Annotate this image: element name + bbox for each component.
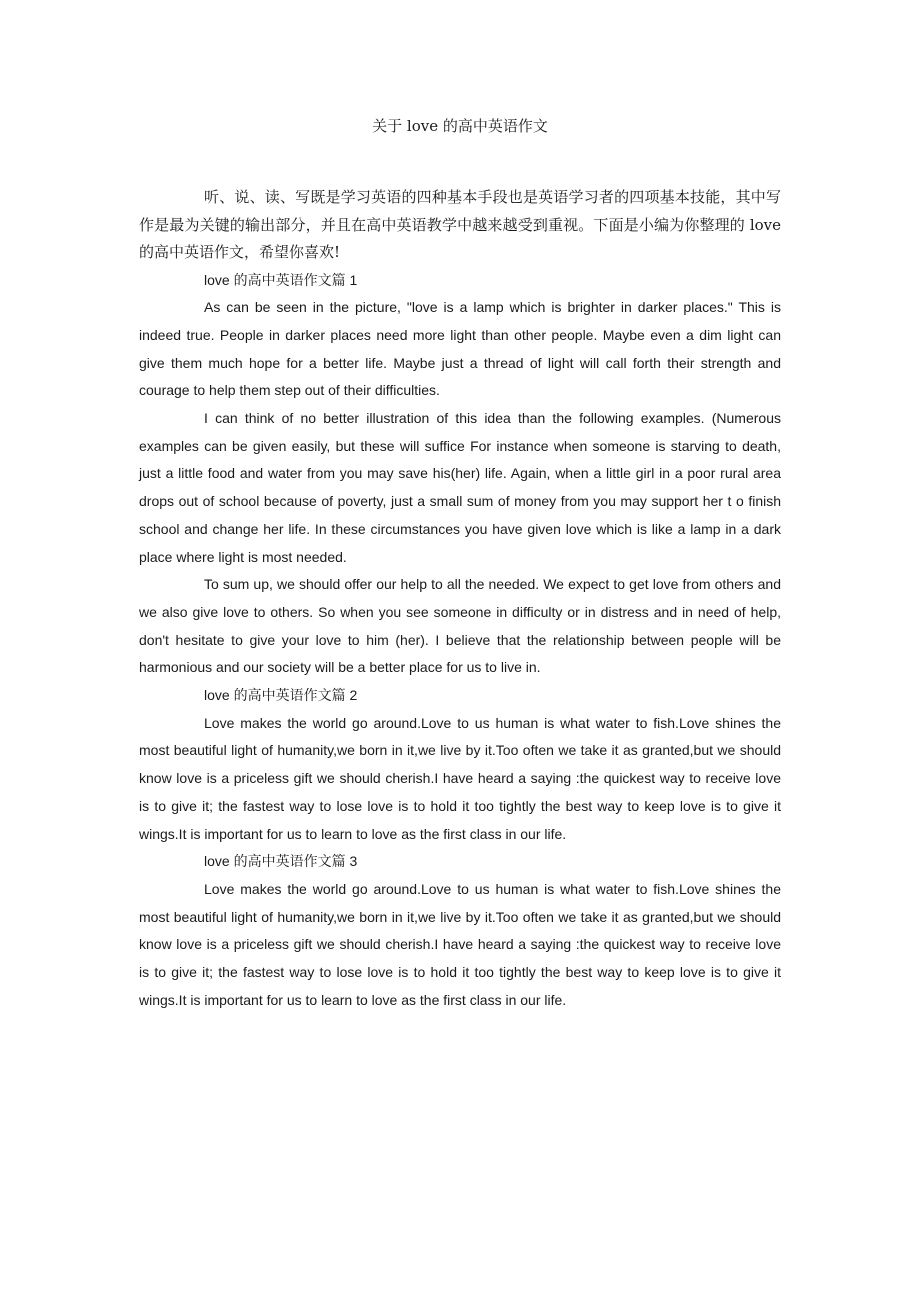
document-title: 关于 love 的高中英语作文 — [372, 117, 548, 135]
section-heading: love 的高中英语作文篇 2 — [204, 687, 358, 704]
essay-section-1 — [139, 267, 781, 683]
document-body — [139, 184, 781, 1014]
intro-paragraph: 听、说、读、写既是学习英语的四种基本手段也是英语学习者的四项基本技能，其中写作是最为关键的输出部分，并且在高中英语教学中越来越受到重视。下面是小编为你整理的 love 的高中英语作文，希望你喜欢! — [139, 188, 781, 261]
body-paragraph: Love makes the world go around.Love to us human is what water to fish.Love shines the most beautiful light of humanity,we born in it,we live by it.Too often we take it as granted,but we should know love is a priceless gift we should cherish.I have heard a saying :the quickest way to receive love is to give it; the fastest way to lose love is to hold it too tightly the best way to keep love is to give it wings.It is important for us to learn to love as the first class in our life. — [139, 880, 781, 1008]
body-paragraph: As can be seen in the picture, "love is a lamp which is brighter in darker places." This is indeed true. People in darker places need more light than other people. Maybe even a dim light can give them much hope for a better life. Maybe just a thread of light will call forth their strength and courage to help them step out of their difficulties. — [139, 299, 781, 399]
essay-section-3 — [139, 848, 781, 1014]
body-paragraph: To sum up, we should offer our help to all the needed. We expect to get love from others and we also give love to others. So when you see someone in difficulty or in distress and in need of help, don't hesitate to give your love to him (her). I believe that the relationship between people will be harmonious and our society will be a better place for us to live in. — [139, 576, 781, 676]
section-heading: love 的高中英语作文篇 1 — [204, 271, 358, 288]
essay-section-2 — [139, 682, 781, 848]
body-paragraph: I can think of no better illustration of this idea than the following examples. (Numerous examples can be given easily, but these will suffice For instance when someone is starving to death, just a little food and water from you may save his(her) life. Again, when a little girl in a poor rural area drops out of school because of poverty, just a small sum of money from you may support her t o finish school and change her life. In these circumstances you have given love which is like a lamp in a dark place where light is most needed. — [139, 410, 781, 565]
section-heading: love 的高中英语作文篇 3 — [204, 853, 358, 870]
body-paragraph: Love makes the world go around.Love to us human is what water to fish.Love shines the most beautiful light of humanity,we born in it,we live by it.Too often we take it as granted,but we should know love is a priceless gift we should cherish.I have heard a saying :the quickest way to receive love is to give it; the fastest way to lose love is to hold it too tightly the best way to keep love is to give it wings.It is important for us to learn to love as the first class in our life. — [139, 714, 781, 842]
